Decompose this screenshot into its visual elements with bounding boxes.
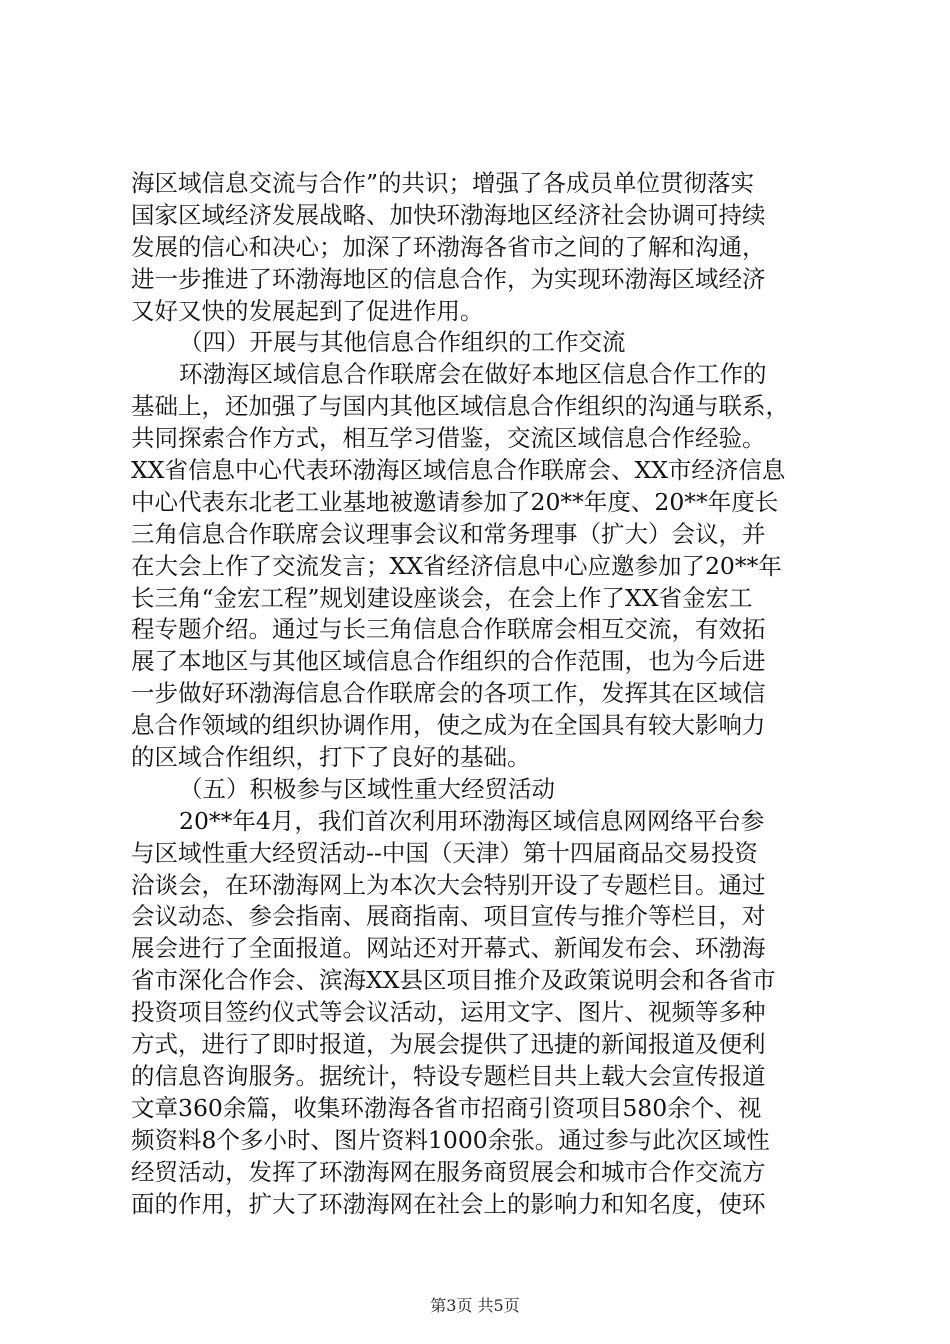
text-line: 程专题介绍。通过与长三角信息合作联席会相互交流，有效拓 <box>131 615 766 644</box>
text-line: 又好又快的发展起到了促进作用。 <box>131 296 484 325</box>
text-line: 洽谈会，在环渤海网上为本次大会特别开设了专题栏目。通过 <box>131 870 766 899</box>
text-line: 长三角“金宏工程”规划建设座谈会，在会上作了XX省金宏工 <box>131 583 753 612</box>
text-line: 进一步推进了环渤海地区的信息合作，为实现环渤海区域经济 <box>131 264 766 293</box>
section-heading: （五）积极参与区域性重大经贸活动 <box>179 774 555 803</box>
section-heading-5 <box>131 774 831 806</box>
section-heading: （四）开展与其他信息合作组织的工作交流 <box>179 328 626 357</box>
text-line: 中心代表东北老工业基地被邀请参加了20**年度、20**年度长 <box>131 487 779 516</box>
text-line: 面的作用，扩大了环渤海网在社会上的影响力和知名度，使环 <box>131 1189 766 1218</box>
text-line: 环渤海区域信息合作联席会在做好本地区信息合作工作的 <box>179 360 767 389</box>
text-line: 的区域合作组织，打下了良好的基础。 <box>131 743 531 772</box>
paragraph-trade-activities <box>131 806 831 1221</box>
text-line: 发展的信心和决心；加深了环渤海各省市之间的了解和沟通， <box>131 232 766 261</box>
text-line: 展了本地区与其他区域信息合作组织的合作范围，也为今后进 <box>131 647 766 676</box>
text-line: 息合作领域的组织协调作用，使之成为在全国具有较大影响力 <box>131 711 766 740</box>
document-body <box>131 168 831 1220</box>
text-line: 20**年4月，我们首次利用环渤海区域信息网网络平台参 <box>179 806 765 835</box>
text-line: 海区域信息交流与合作”的共识；增强了各成员单位贯彻落实 <box>131 169 755 197</box>
text-line: 频资料8个多小时、图片资料1000余张。通过参与此次区域性 <box>131 1125 770 1154</box>
text-line: 会议动态、参会指南、展商指南、项目宣传与推介等栏目，对 <box>131 902 766 931</box>
text-line: 展会进行了全面报道。网站还对开幕式、新闻发布会、环渤海 <box>131 934 766 963</box>
page-footer: 第3页 共5页 <box>430 1296 520 1315</box>
text-line: 在大会上作了交流发言；XX省经济信息中心应邀参加了20**年 <box>131 551 782 580</box>
section-heading-4 <box>131 327 831 359</box>
text-line: 与区域性重大经贸活动--中国（天津）第十四届商品交易投资 <box>131 838 758 867</box>
text-line: 国家区域经济发展战略、加快环渤海地区经济社会协调可持续 <box>131 200 766 229</box>
text-line: 方式，进行了即时报道，为展会提供了迅捷的新闻报道及便利 <box>131 1030 766 1059</box>
text-line: 投资项目签约仪式等会议活动，运用文字、图片、视频等多种 <box>131 998 766 1027</box>
paragraph-exchange-other-orgs <box>131 359 831 774</box>
paragraph-continued-consensus <box>131 168 831 327</box>
text-line: 共同探索合作方式，相互学习借鉴，交流区域信息合作经验。 <box>131 424 766 453</box>
text-line: XX省信息中心代表环渤海区域信息合作联席会、XX市经济信息 <box>131 456 786 485</box>
text-line: 三角信息合作联席会议理事会议和常务理事（扩大）会议，并 <box>131 519 766 548</box>
text-line: 文章360余篇，收集环渤海各省市招商引资项目580余个、视 <box>131 1093 762 1122</box>
text-line: 省市深化合作会、滨海XX县区项目推介及政策说明会和各省市 <box>131 966 776 995</box>
text-line: 基础上，还加强了与国内其他区域信息合作组织的沟通与联系， <box>131 392 789 421</box>
text-line: 的信息咨询服务。据统计，特设专题栏目共上载大会宣传报道 <box>131 1061 766 1090</box>
text-line: 经贸活动，发挥了环渤海网在服务商贸展会和城市合作交流方 <box>131 1157 766 1186</box>
text-line: 一步做好环渤海信息合作联席会的各项工作，发挥其在区域信 <box>131 679 766 708</box>
